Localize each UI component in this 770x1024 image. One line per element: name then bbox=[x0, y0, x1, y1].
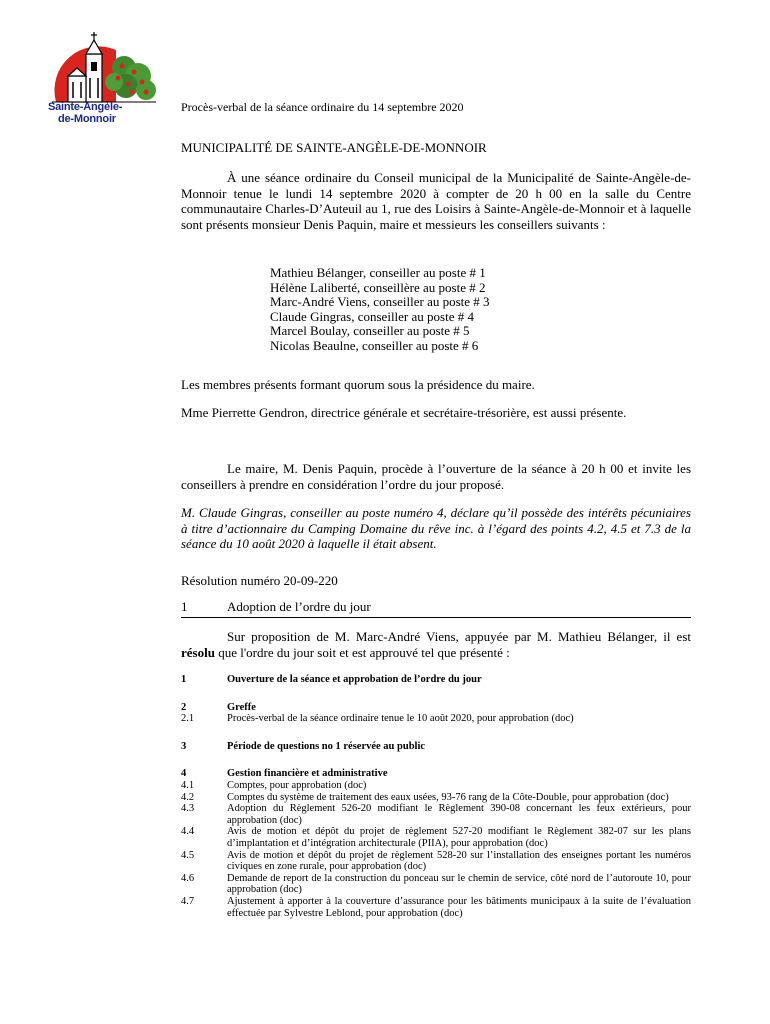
agenda-item-text: Comptes, pour approbation (doc) bbox=[227, 779, 367, 791]
adoption-label: Adoption de l’ordre du jour bbox=[227, 599, 371, 614]
agenda-item-number: 3 bbox=[181, 740, 187, 752]
logo-text-line2: de-Monnoir bbox=[58, 113, 116, 125]
member-line: Claude Gingras, conseiller au poste # 4 bbox=[270, 308, 474, 324]
intro-paragraph: À une séance ordinaire du Conseil municipal de la Municipalité de Sainte-Angèle-de-Monnoir tenue le lundi 14 septembre 2020 à compter de 20 h 00 en la salle du Centre communautaire Charles-D’Auteuil au 1, rue des Loisirs à Sainte-Angèle-de-Monnoir et à laquelle sont présents monsieur Denis Paquin, maire et messieurs les conseillers suivants : bbox=[181, 170, 691, 232]
agenda-item-text: Période de questions no 1 réservée au public bbox=[227, 740, 426, 752]
page-title: MUNICIPALITÉ DE SAINTE-ANGÈLE-DE-MONNOIR bbox=[181, 140, 487, 155]
agenda-item-number: 4.5 bbox=[181, 849, 195, 861]
proposal-text-after: que l'ordre du jour soit et est approuvé tel que présenté : bbox=[214, 644, 510, 660]
agenda-item-text: Ouverture de la séance et approbation de l’ordre du jour bbox=[227, 674, 482, 685]
opening-paragraph: Le maire, M. Denis Paquin, procède à l’ouverture de la séance à 20 h 00 et invite les conseillers à prendre en considération l’ordre du jour proposé. bbox=[181, 461, 691, 492]
agenda-item-text: Avis de motion et dépôt du projet de règlement 527-20 modifiant le Règlement 382-07 sur les plans d’implantation et d’intégration architecturale (PIIA), pour approbation (doc) bbox=[227, 826, 691, 849]
agenda-item bbox=[181, 792, 691, 804]
agenda-item-number: 2.1 bbox=[181, 713, 195, 725]
minutes-header: Procès-verbal de la séance ordinaire du 14 septembre 2020 bbox=[181, 100, 464, 114]
member-line: Mathieu Bélanger, conseiller au poste # 1 bbox=[270, 265, 486, 280]
member-line: Hélène Laliberté, conseillère au poste # 2 bbox=[270, 279, 486, 295]
agenda-list bbox=[181, 674, 691, 919]
agenda-item-text: Avis de motion et dépôt du projet de règlement 528-20 sur l’installation des enseignes portant les numéros civiques en zone rurale, pour approbation (doc) bbox=[227, 849, 691, 873]
council-members-list bbox=[270, 266, 490, 354]
agenda-item-text: Greffe bbox=[227, 701, 256, 713]
agenda-item-number: 4 bbox=[181, 768, 187, 780]
adoption-number: 1 bbox=[181, 599, 188, 614]
logo-text-line1: Sainte-Angèle- bbox=[48, 101, 123, 113]
agenda-item-number: 4.2 bbox=[181, 791, 195, 803]
agenda-item-number: 2 bbox=[181, 701, 187, 713]
agenda-item-text: Gestion financière et administrative bbox=[227, 768, 388, 780]
agenda-item bbox=[181, 768, 691, 780]
member-line: Marc-André Viens, conseiller au poste # 3 bbox=[270, 294, 490, 310]
member-line: Nicolas Beaulne, conseiller au poste # 6 bbox=[270, 337, 479, 353]
agenda-item bbox=[181, 741, 691, 753]
agenda-item-text: Comptes du système de traitement des eaux usées, 93-76 rang de la Côte-Double, pour approbation (doc) bbox=[227, 791, 669, 803]
director-paragraph: Mme Pierrette Gendron, directrice générale et secrétaire-trésorière, est aussi présente. bbox=[181, 405, 627, 420]
conflict-declaration: M. Claude Gingras, conseiller au poste numéro 4, déclare qu’il possède des intérêts pécuniaires à titre d’actionnaire du Camping Domaine du rêve inc. à l’égard des points 4.2, 4.5 et 7.3 de la séance du 10 août 2020 à laquelle il était absent. bbox=[181, 505, 691, 551]
agenda-item bbox=[181, 896, 691, 919]
agenda-item-text: Demande de report de la construction du ponceau sur le chemin de service, côté nord de l’autoroute 10, pour approbation (doc) bbox=[227, 872, 691, 896]
proposal-text-before: Sur proposition de M. Marc-André Viens, appuyée par M. Mathieu Bélanger, il est bbox=[227, 629, 691, 644]
adoption-heading bbox=[181, 599, 691, 618]
agenda-item bbox=[181, 826, 691, 849]
municipality-logo bbox=[46, 32, 166, 128]
agenda-item-number: 4.6 bbox=[181, 872, 195, 884]
member-line: Marcel Boulay, conseiller au poste # 5 bbox=[270, 323, 470, 339]
agenda-item-number: 4.7 bbox=[181, 895, 195, 907]
agenda-item bbox=[181, 702, 691, 714]
agenda-item-number: 1 bbox=[181, 674, 187, 685]
agenda-item-number: 4.4 bbox=[181, 826, 195, 838]
agenda-item bbox=[181, 713, 691, 725]
agenda-item-text: Procès-verbal de la séance ordinaire tenue le 10 août 2020, pour approbation (doc) bbox=[227, 713, 574, 725]
agenda-item-text: Adoption du Règlement 526-20 modifiant le Règlement 390-08 concernant les feux extérieurs, pour approbation (doc) bbox=[227, 803, 691, 826]
resolution-number: Résolution numéro 20-09-220 bbox=[181, 573, 338, 588]
quorum-paragraph: Les membres présents formant quorum sous la présidence du maire. bbox=[181, 377, 535, 392]
agenda-item bbox=[181, 873, 691, 896]
proposal-resolved-word: résolu bbox=[181, 644, 215, 660]
agenda-item-number: 4.1 bbox=[181, 779, 195, 791]
agenda-item bbox=[181, 780, 691, 792]
agenda-item-number: 4.3 bbox=[181, 803, 195, 815]
agenda-item bbox=[181, 850, 691, 873]
agenda-item-text: Ajustement à apporter à la couverture d’assurance pour les bâtiments municipaux à la suite de l’évaluation effectuée par Sylvestre Leblond, pour approbation (doc) bbox=[227, 895, 691, 919]
proposal-paragraph bbox=[181, 629, 691, 660]
agenda-item bbox=[181, 674, 691, 686]
agenda-item bbox=[181, 803, 691, 826]
